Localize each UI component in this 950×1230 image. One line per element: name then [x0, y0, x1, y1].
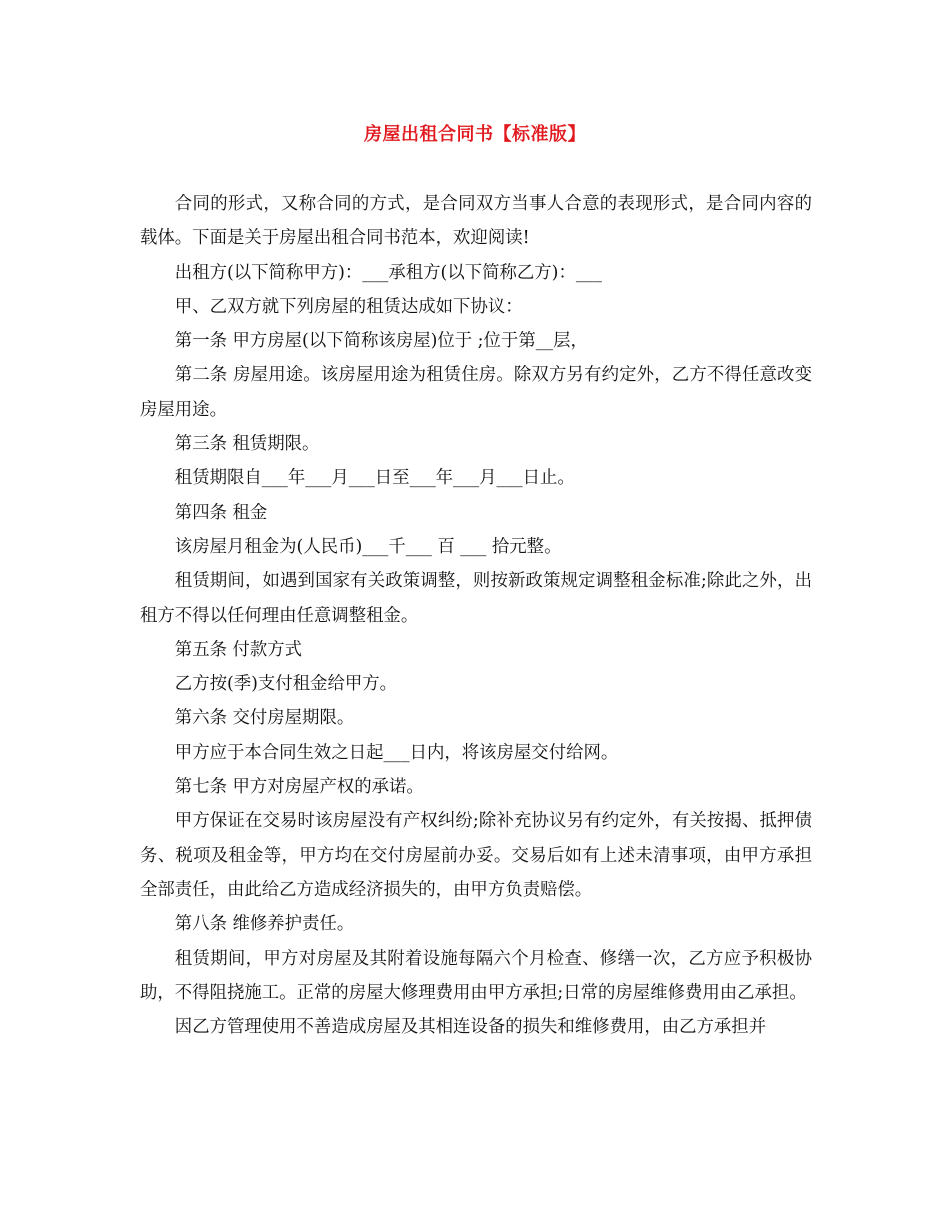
- paragraph-property-rights: 甲方保证在交易时该房屋没有产权纠纷;除补充协议另有约定外，有关按揭、抵押债务、税项及租金等，甲方均在交付房屋前办妥。交易后如有上述未清事项，由甲方承担全部责任，由此给乙方造成经济损失的，由甲方负责赔偿。: [140, 811, 812, 900]
- paragraph-article-7-heading: 第七条 甲方对房屋产权的承诺。: [174, 777, 424, 798]
- paragraph-article-6-heading: 第六条 交付房屋期限。: [174, 708, 355, 729]
- paragraph-maintenance: 租赁期间，甲方对房屋及其附着设施每隔六个月检查、修缮一次，乙方应予积极协助，不得阻挠施工。正常的房屋大修理费用由甲方承担;日常的房屋维修费用由乙承担。: [140, 948, 812, 1003]
- paragraph-rent-adjustment: 租赁期间，如遇到国家有关政策调整，则按新政策规定调整租金标准;除此之外，出租方不得以任何理由任意调整租金。: [140, 571, 812, 626]
- paragraph-intro: 合同的形式，又称合同的方式，是合同双方当事人合意的表现形式，是合同内容的载体。下面是关于房屋出租合同书范本，欢迎阅读!: [140, 194, 812, 249]
- paragraph-delivery-deadline: 甲方应于本合同生效之日起___日内，将该房屋交付给网。: [174, 742, 619, 763]
- document-title: 房屋出租合同书【标准版】: [364, 124, 586, 145]
- paragraph-article-4-heading: 第四条 租金: [174, 502, 268, 523]
- paragraph-lease-term: 租赁期限自___年___月___日至___年___月___日止。: [174, 468, 575, 489]
- paragraph-monthly-rent: 该房屋月租金为(人民币)___千___ 百 ___ 拾元整。: [174, 536, 562, 557]
- paragraph-article-3-heading: 第三条 租赁期限。: [174, 434, 320, 455]
- paragraph-agreement: 甲、乙双方就下列房屋的租赁达成如下协议：: [174, 296, 523, 317]
- paragraph-tenant-damage: 因乙方管理使用不善造成房屋及其相连设备的损失和维修费用，由乙方承担并: [174, 1017, 767, 1038]
- paragraph-article-8-heading: 第八条 维修养护责任。: [174, 914, 355, 935]
- paragraph-article-2: 第二条 房屋用途。该房屋用途为租赁住房。除双方另有约定外，乙方不得任意改变房屋用途。: [140, 365, 812, 420]
- paragraph-article-1: 第一条 甲方房屋(以下简称该房屋)位于 ;位于第__层，: [174, 331, 588, 352]
- paragraph-payment-method: 乙方按(季)支付租金给甲方。: [174, 674, 398, 695]
- document-body: [140, 187, 812, 1044]
- paragraph-parties: 出租方(以下简称甲方)：___承租方(以下简称乙方)：___: [174, 262, 602, 283]
- paragraph-article-5-heading: 第五条 付款方式: [174, 639, 303, 660]
